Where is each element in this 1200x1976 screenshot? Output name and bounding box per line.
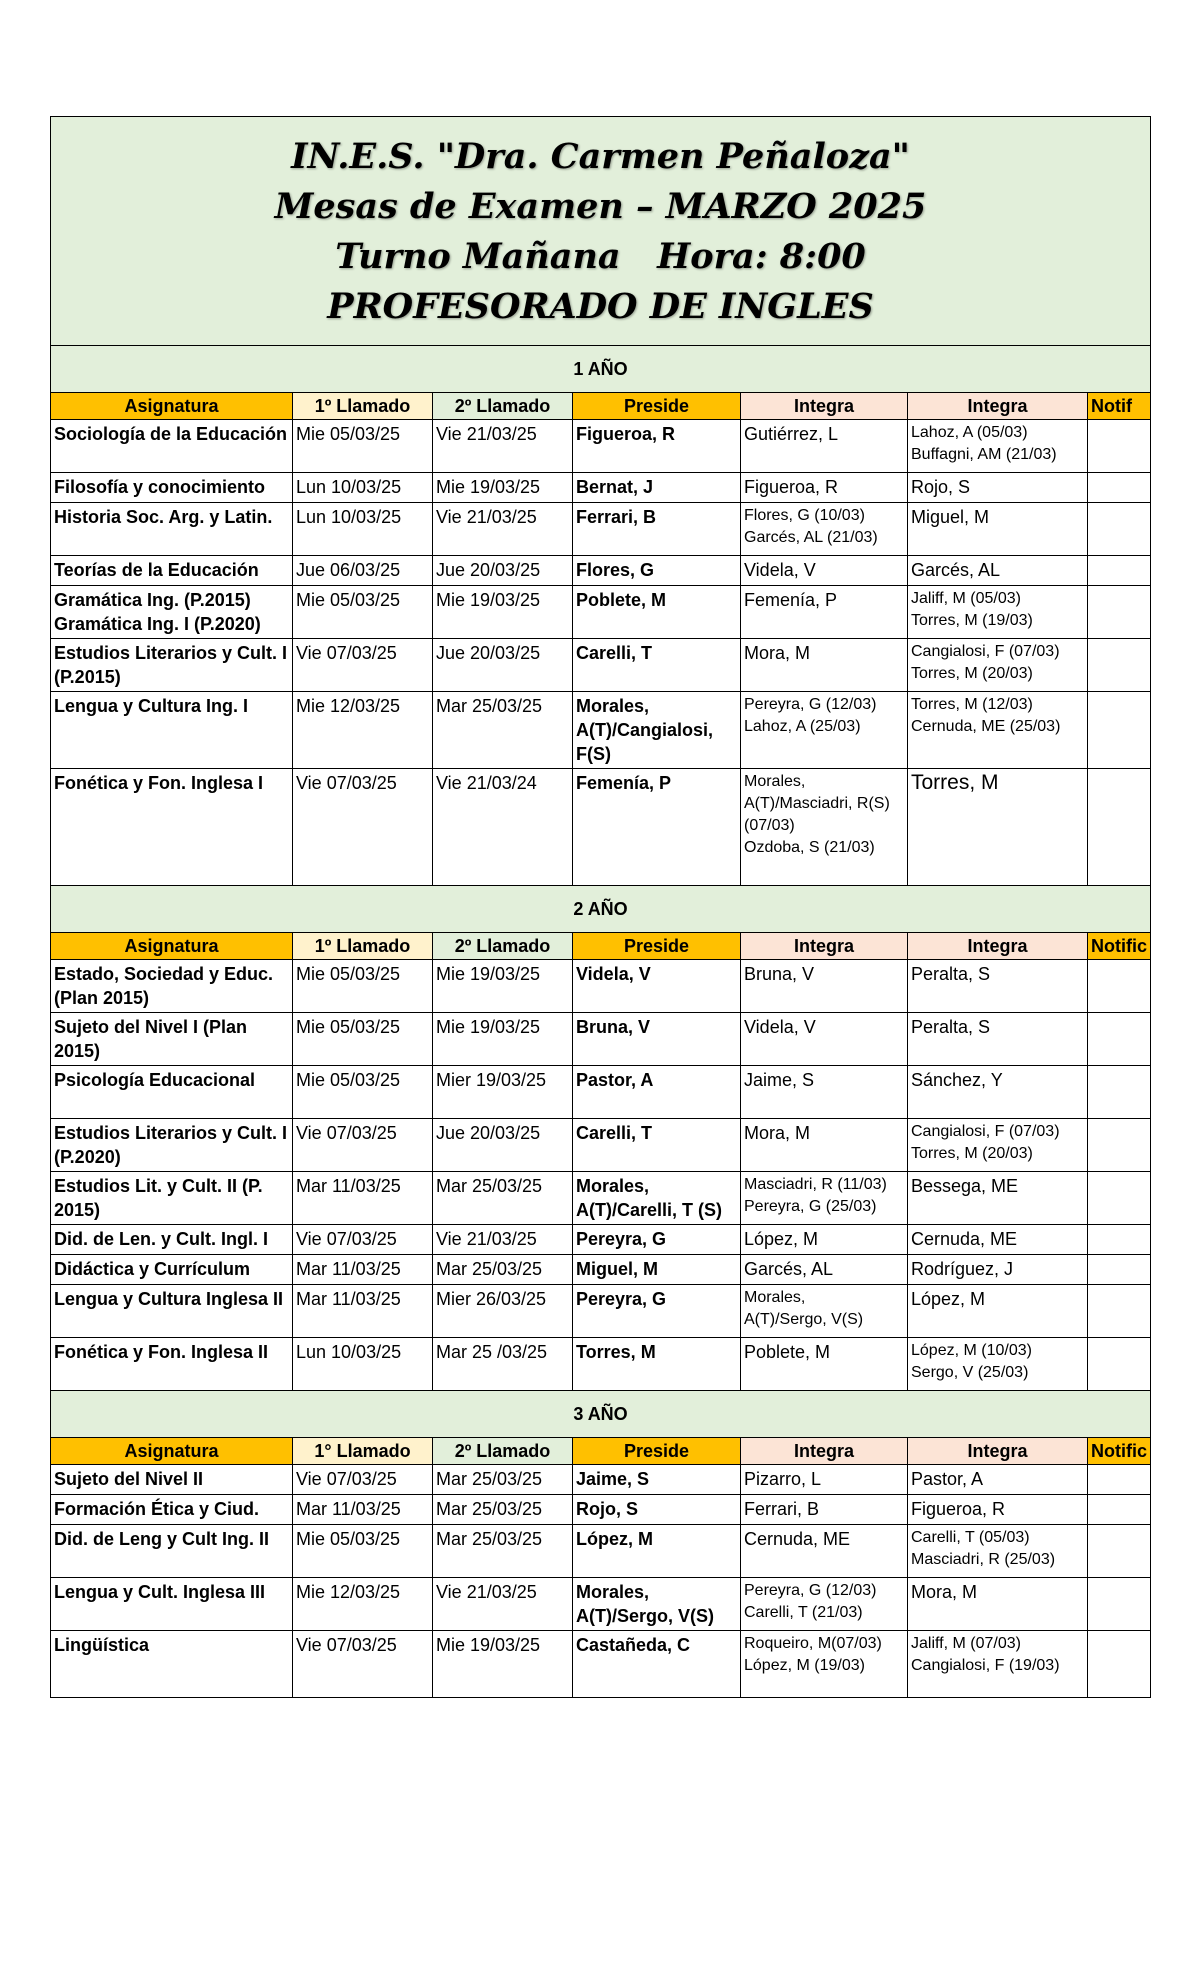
header-integra-2: Integra xyxy=(908,1438,1088,1465)
member-2-cell: Lahoz, A (05/03) Buffagni, AM (21/03) xyxy=(908,420,1088,473)
notification-cell xyxy=(1088,420,1151,473)
table-row xyxy=(51,1013,1151,1066)
first-call-cell: Mie 12/03/25 xyxy=(293,1578,433,1631)
member-1-cell: Pizarro, L xyxy=(741,1465,908,1495)
second-call-cell: Vie 21/03/25 xyxy=(433,1225,573,1255)
first-call-cell: Mar 11/03/25 xyxy=(293,1255,433,1285)
subject-cell: Sujeto del Nivel II xyxy=(51,1465,293,1495)
second-call-cell: Mar 25/03/25 xyxy=(433,1255,573,1285)
second-call-cell: Mie 19/03/25 xyxy=(433,473,573,503)
subject-cell: Lingüística xyxy=(51,1631,293,1698)
notification-cell xyxy=(1088,639,1151,692)
member-2-cell: Figueroa, R xyxy=(908,1495,1088,1525)
member-1-cell: Videla, V xyxy=(741,556,908,586)
header-asignatura: Asignatura xyxy=(51,1438,293,1465)
second-call-cell: Vie 21/03/25 xyxy=(433,503,573,556)
header-preside: Preside xyxy=(573,393,741,420)
member-1-cell: Poblete, M xyxy=(741,1338,908,1391)
member-2-cell: Torres, M xyxy=(908,769,1088,886)
header-integra-1: Integra xyxy=(741,393,908,420)
member-1-cell: Figueroa, R xyxy=(741,473,908,503)
subject-cell: Lengua y Cultura Ing. I xyxy=(51,692,293,769)
table-row xyxy=(51,556,1151,586)
member-1-cell: Jaime, S xyxy=(741,1066,908,1119)
subject-cell: Did. de Leng y Cult Ing. II xyxy=(51,1525,293,1578)
member-2-cell: Bessega, ME xyxy=(908,1172,1088,1225)
second-call-cell: Mar 25/03/25 xyxy=(433,692,573,769)
president-cell: Bernat, J xyxy=(573,473,741,503)
subject-cell: Formación Ética y Ciud. xyxy=(51,1495,293,1525)
table-row xyxy=(51,1066,1151,1119)
institution-title: IN.E.S. "Dra. Carmen Peñaloza" xyxy=(291,136,910,177)
second-call-cell: Vie 21/03/25 xyxy=(433,1578,573,1631)
table-row xyxy=(51,769,1151,886)
member-2-cell: Carelli, T (05/03) Masciadri, R (25/03) xyxy=(908,1525,1088,1578)
table-row xyxy=(51,1495,1151,1525)
first-call-cell: Mie 12/03/25 xyxy=(293,692,433,769)
member-1-cell: Morales, A(T)/Masciadri, R(S) (07/03) Ozdoba, S (21/03) xyxy=(741,769,908,886)
first-call-cell: Mie 05/03/25 xyxy=(293,1525,433,1578)
subject-cell: Fonética y Fon. Inglesa II xyxy=(51,1338,293,1391)
notification-cell xyxy=(1088,1172,1151,1225)
column-header-row xyxy=(51,1438,1151,1465)
first-call-cell: Mar 11/03/25 xyxy=(293,1285,433,1338)
first-call-cell: Vie 07/03/25 xyxy=(293,1119,433,1172)
first-call-cell: Vie 07/03/25 xyxy=(293,639,433,692)
president-cell: Videla, V xyxy=(573,960,741,1013)
year-row xyxy=(51,886,1151,933)
member-2-cell: Peralta, S xyxy=(908,1013,1088,1066)
subject-cell: Historia Soc. Arg. y Latin. xyxy=(51,503,293,556)
table-row xyxy=(51,960,1151,1013)
member-2-cell: Rojo, S xyxy=(908,473,1088,503)
header-asignatura: Asignatura xyxy=(51,933,293,960)
table-row xyxy=(51,1225,1151,1255)
subject-cell: Estudios Literarios y Cult. I (P.2020) xyxy=(51,1119,293,1172)
member-2-cell: Sánchez, Y xyxy=(908,1066,1088,1119)
notification-cell xyxy=(1088,586,1151,639)
member-1-cell: Garcés, AL xyxy=(741,1255,908,1285)
header-notif: Notific xyxy=(1088,1438,1151,1465)
subject-cell: Sociología de la Educación xyxy=(51,420,293,473)
header-preside: Preside xyxy=(573,1438,741,1465)
first-call-cell: Mie 05/03/25 xyxy=(293,586,433,639)
subject-cell: Lengua y Cult. Inglesa III xyxy=(51,1578,293,1631)
president-cell: Poblete, M xyxy=(573,586,741,639)
title-block xyxy=(51,117,1151,346)
exam-schedule-table xyxy=(50,116,1151,1698)
table-row xyxy=(51,1285,1151,1338)
president-cell: Morales, A(T)/Cangialosi, F(S) xyxy=(573,692,741,769)
first-call-cell: Mie 05/03/25 xyxy=(293,1013,433,1066)
column-header-row xyxy=(51,933,1151,960)
header-llamado-1: 1° Llamado xyxy=(293,1438,433,1465)
year-label: 2 AÑO xyxy=(51,886,1151,933)
president-cell: Pereyra, G xyxy=(573,1285,741,1338)
table-row xyxy=(51,1172,1151,1225)
year-row xyxy=(51,346,1151,393)
year-label: 3 AÑO xyxy=(51,1391,1151,1438)
notification-cell xyxy=(1088,1465,1151,1495)
member-2-cell: Jaliff, M (07/03) Cangialosi, F (19/03) xyxy=(908,1631,1088,1698)
shift-title: Turno Mañana Hora: 8:00 xyxy=(335,236,866,277)
first-call-cell: Lun 10/03/25 xyxy=(293,503,433,556)
header-integra-2: Integra xyxy=(908,933,1088,960)
member-1-cell: Pereyra, G (12/03) Lahoz, A (25/03) xyxy=(741,692,908,769)
president-cell: Morales, A(T)/Sergo, V(S) xyxy=(573,1578,741,1631)
table-row xyxy=(51,1631,1151,1698)
subject-cell: Filosofía y conocimiento xyxy=(51,473,293,503)
member-1-cell: Gutiérrez, L xyxy=(741,420,908,473)
second-call-cell: Mar 25/03/25 xyxy=(433,1172,573,1225)
first-call-cell: Mie 05/03/25 xyxy=(293,960,433,1013)
second-call-cell: Mie 19/03/25 xyxy=(433,1631,573,1698)
table-row xyxy=(51,1525,1151,1578)
member-1-cell: Videla, V xyxy=(741,1013,908,1066)
title-row xyxy=(51,117,1151,346)
header-integra-2: Integra xyxy=(908,393,1088,420)
president-cell: Torres, M xyxy=(573,1338,741,1391)
table-row xyxy=(51,1119,1151,1172)
second-call-cell: Jue 20/03/25 xyxy=(433,1119,573,1172)
second-call-cell: Mier 26/03/25 xyxy=(433,1285,573,1338)
first-call-cell: Vie 07/03/25 xyxy=(293,1465,433,1495)
president-cell: Jaime, S xyxy=(573,1465,741,1495)
table-row xyxy=(51,639,1151,692)
subject-cell: Fonética y Fon. Inglesa I xyxy=(51,769,293,886)
notification-cell xyxy=(1088,1225,1151,1255)
second-call-cell: Mie 19/03/25 xyxy=(433,1013,573,1066)
member-2-cell: Miguel, M xyxy=(908,503,1088,556)
member-1-cell: Femenía, P xyxy=(741,586,908,639)
president-cell: Morales, A(T)/Carelli, T (S) xyxy=(573,1172,741,1225)
member-2-cell: Jaliff, M (05/03) Torres, M (19/03) xyxy=(908,586,1088,639)
notification-cell xyxy=(1088,1119,1151,1172)
president-cell: López, M xyxy=(573,1525,741,1578)
president-cell: Ferrari, B xyxy=(573,503,741,556)
member-1-cell: Roqueiro, M(07/03) López, M (19/03) xyxy=(741,1631,908,1698)
president-cell: Rojo, S xyxy=(573,1495,741,1525)
notification-cell xyxy=(1088,1631,1151,1698)
president-cell: Carelli, T xyxy=(573,639,741,692)
member-2-cell: Peralta, S xyxy=(908,960,1088,1013)
second-call-cell: Vie 21/03/24 xyxy=(433,769,573,886)
table-row xyxy=(51,1255,1151,1285)
header-llamado-1: 1º Llamado xyxy=(293,933,433,960)
member-2-cell: López, M xyxy=(908,1285,1088,1338)
second-call-cell: Mier 19/03/25 xyxy=(433,1066,573,1119)
first-call-cell: Lun 10/03/25 xyxy=(293,473,433,503)
president-cell: Figueroa, R xyxy=(573,420,741,473)
header-integra-1: Integra xyxy=(741,933,908,960)
subject-cell: Gramática Ing. (P.2015) Gramática Ing. I (P.2020) xyxy=(51,586,293,639)
table-row xyxy=(51,586,1151,639)
member-2-cell: Garcés, AL xyxy=(908,556,1088,586)
subject-cell: Sujeto del Nivel I (Plan 2015) xyxy=(51,1013,293,1066)
header-llamado-2: 2º Llamado xyxy=(433,933,573,960)
header-llamado-2: 2º Llamado xyxy=(433,393,573,420)
table-row xyxy=(51,692,1151,769)
notification-cell xyxy=(1088,503,1151,556)
year-label: 1 AÑO xyxy=(51,346,1151,393)
president-cell: Pereyra, G xyxy=(573,1225,741,1255)
header-preside: Preside xyxy=(573,933,741,960)
notification-cell xyxy=(1088,1525,1151,1578)
first-call-cell: Vie 07/03/25 xyxy=(293,1225,433,1255)
member-2-cell: Cernuda, ME xyxy=(908,1225,1088,1255)
second-call-cell: Mie 19/03/25 xyxy=(433,586,573,639)
notification-cell xyxy=(1088,473,1151,503)
program-title: PROFESORADO DE INGLES xyxy=(327,286,874,327)
first-call-cell: Lun 10/03/25 xyxy=(293,1338,433,1391)
subject-cell: Psicología Educacional xyxy=(51,1066,293,1119)
notification-cell xyxy=(1088,960,1151,1013)
subject-cell: Estado, Sociedad y Educ. (Plan 2015) xyxy=(51,960,293,1013)
header-asignatura: Asignatura xyxy=(51,393,293,420)
notification-cell xyxy=(1088,692,1151,769)
second-call-cell: Mar 25/03/25 xyxy=(433,1495,573,1525)
first-call-cell: Jue 06/03/25 xyxy=(293,556,433,586)
first-call-cell: Mie 05/03/25 xyxy=(293,1066,433,1119)
member-2-cell: Cangialosi, F (07/03) Torres, M (20/03) xyxy=(908,1119,1088,1172)
member-2-cell: Torres, M (12/03) Cernuda, ME (25/03) xyxy=(908,692,1088,769)
member-2-cell: Rodríguez, J xyxy=(908,1255,1088,1285)
second-call-cell: Jue 20/03/25 xyxy=(433,639,573,692)
member-1-cell: López, M xyxy=(741,1225,908,1255)
second-call-cell: Mar 25/03/25 xyxy=(433,1525,573,1578)
column-header-row xyxy=(51,393,1151,420)
table-row xyxy=(51,1465,1151,1495)
first-call-cell: Mar 11/03/25 xyxy=(293,1495,433,1525)
member-2-cell: Pastor, A xyxy=(908,1465,1088,1495)
table-row xyxy=(51,473,1151,503)
table-row xyxy=(51,503,1151,556)
exam-schedule-sheet xyxy=(50,116,1150,1698)
president-cell: Flores, G xyxy=(573,556,741,586)
president-cell: Bruna, V xyxy=(573,1013,741,1066)
subject-cell: Lengua y Cultura Inglesa II xyxy=(51,1285,293,1338)
subject-cell: Estudios Literarios y Cult. I (P.2015) xyxy=(51,639,293,692)
member-1-cell: Masciadri, R (11/03) Pereyra, G (25/03) xyxy=(741,1172,908,1225)
member-2-cell: López, M (10/03) Sergo, V (25/03) xyxy=(908,1338,1088,1391)
year-row xyxy=(51,1391,1151,1438)
second-call-cell: Mar 25 /03/25 xyxy=(433,1338,573,1391)
table-row xyxy=(51,420,1151,473)
header-integra-1: Integra xyxy=(741,1438,908,1465)
member-1-cell: Ferrari, B xyxy=(741,1495,908,1525)
second-call-cell: Mar 25/03/25 xyxy=(433,1465,573,1495)
second-call-cell: Jue 20/03/25 xyxy=(433,556,573,586)
notification-cell xyxy=(1088,1255,1151,1285)
member-1-cell: Flores, G (10/03) Garcés, AL (21/03) xyxy=(741,503,908,556)
president-cell: Femenía, P xyxy=(573,769,741,886)
table-body xyxy=(51,117,1151,1698)
first-call-cell: Vie 07/03/25 xyxy=(293,769,433,886)
first-call-cell: Vie 07/03/25 xyxy=(293,1631,433,1698)
header-notif: Notific xyxy=(1088,933,1151,960)
notification-cell xyxy=(1088,1338,1151,1391)
member-1-cell: Mora, M xyxy=(741,1119,908,1172)
notification-cell xyxy=(1088,1066,1151,1119)
president-cell: Pastor, A xyxy=(573,1066,741,1119)
president-cell: Castañeda, C xyxy=(573,1631,741,1698)
member-2-cell: Mora, M xyxy=(908,1578,1088,1631)
subject-cell: Didáctica y Currículum xyxy=(51,1255,293,1285)
member-1-cell: Pereyra, G (12/03) Carelli, T (21/03) xyxy=(741,1578,908,1631)
notification-cell xyxy=(1088,1578,1151,1631)
member-1-cell: Bruna, V xyxy=(741,960,908,1013)
notification-cell xyxy=(1088,556,1151,586)
member-2-cell: Cangialosi, F (07/03) Torres, M (20/03) xyxy=(908,639,1088,692)
first-call-cell: Mar 11/03/25 xyxy=(293,1172,433,1225)
notification-cell xyxy=(1088,769,1151,886)
subject-cell: Teorías de la Educación xyxy=(51,556,293,586)
member-1-cell: Morales, A(T)/Sergo, V(S) xyxy=(741,1285,908,1338)
member-1-cell: Mora, M xyxy=(741,639,908,692)
president-cell: Carelli, T xyxy=(573,1119,741,1172)
notification-cell xyxy=(1088,1285,1151,1338)
subject-cell: Did. de Len. y Cult. Ingl. I xyxy=(51,1225,293,1255)
header-llamado-2: 2º Llamado xyxy=(433,1438,573,1465)
header-notif: Notif xyxy=(1088,393,1151,420)
subject-cell: Estudios Lit. y Cult. II (P. 2015) xyxy=(51,1172,293,1225)
second-call-cell: Vie 21/03/25 xyxy=(433,420,573,473)
second-call-cell: Mie 19/03/25 xyxy=(433,960,573,1013)
table-row xyxy=(51,1578,1151,1631)
member-1-cell: Cernuda, ME xyxy=(741,1525,908,1578)
exam-title: Mesas de Examen – MARZO 2025 xyxy=(274,186,927,227)
president-cell: Miguel, M xyxy=(573,1255,741,1285)
header-llamado-1: 1º Llamado xyxy=(293,393,433,420)
table-row xyxy=(51,1338,1151,1391)
first-call-cell: Mie 05/03/25 xyxy=(293,420,433,473)
notification-cell xyxy=(1088,1495,1151,1525)
notification-cell xyxy=(1088,1013,1151,1066)
